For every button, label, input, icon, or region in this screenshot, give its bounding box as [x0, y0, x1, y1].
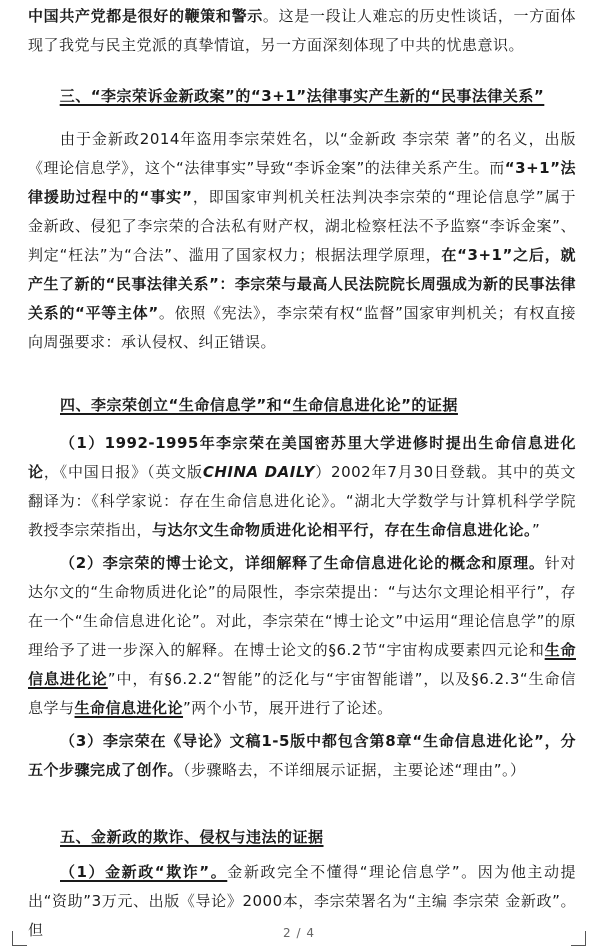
s4-p3-bold: （3）李宗荣在《导论》文稿1-5版中都包含第8章“生命信息进化论”，分五个步骤完成了创作。: [28, 732, 576, 779]
s4-p2-underline-2: 生命信息进化论: [74, 699, 184, 717]
s4-p1-bold-2: 与达尔文生命物质进化论相平行，存在生命信息进化论。: [152, 521, 533, 539]
s3-text-a: 由于金新政2014年盗用李宗荣姓名，以“金新政 李宗荣 著”的名义，出版《理论信息学》，这个“法律事实”导致“李诉金案”的法律关系产生。而: [28, 130, 576, 177]
section-3-paragraph: [28, 125, 576, 357]
china-daily-title: CHINA DAILY: [202, 463, 315, 481]
s4-p2-underline-1: 生命信息进化论: [28, 641, 576, 688]
s5-p1-bold: （1）金新政“欺诈”。: [60, 863, 228, 881]
s4-p2-text-c: ”两个小节，展开进行了论述。: [183, 699, 393, 717]
s3-text-e: 。依照《宪法》，李宗荣有权“监督”国家审判机关；有权直接向周强要求：承认侵权、纠正错误。: [28, 304, 577, 351]
s4-p2-text-a: 针对达尔文的“生命物质进化论”的局限性，李宗荣提出：“与达尔文理论相平行”，存在一个“生命信息进化论”。对此，李宗荣在“博士论文”中运用“理论信息学”的原理给予了进一步深入的解释。在博士论文的§6.2节“宇宙构成要素四元论和: [28, 554, 576, 659]
document-content: [28, 0, 576, 945]
intro-text: 。这是一段让人难忘的历史性谈话，一方面体现了我党与民主党派的真挚情谊，另一方面深刻体现了中共的忧患意识。: [28, 7, 576, 54]
s5-p1-text-a: 金新政完全不懂得“理论信息学”。因为他主动提出“资助”3万元、出版《导论》2000本，李宗荣署名为“主编 李宗荣 金新政”。但: [28, 863, 577, 939]
section-4-paragraph-3: [28, 727, 576, 785]
section-4-paragraph-2: [28, 549, 576, 723]
s4-p1-text-a: ，《中国日报》（英文版: [43, 463, 203, 481]
intro-paragraph: [28, 2, 576, 60]
s4-p3-text-a: （步骤略去，不详细展示证据，主要论述“理由”。）: [183, 761, 526, 779]
section-5-heading: 五、金新政的欺诈、侵权与违法的证据: [60, 828, 324, 846]
s3-bold-d: 在“3+1”之后，就产生了新的“民事法律关系”：李宗荣与最高人民法院院长周强成为新的民事法律关系的“平等主体”: [28, 246, 576, 322]
section-4-paragraph-1: [28, 429, 576, 545]
section-4-heading: 四、李宗荣创立“生命信息学”和“生命信息进化论”的证据: [60, 396, 458, 414]
s4-p1-text-b: ）2002年7月30日登载。其中的英文翻译为：《科学家说：存在生命信息进化论》。“湖北大学数学与计算机科学学院教授李宗荣指出，: [28, 463, 576, 539]
s3-text-c: ，即国家审判机关枉法判决李宗荣的“理论信息学”属于金新政、侵犯了李宗荣的合法私有财产权，湖北检察枉法不予监察“李诉金案”、判定“枉法”为“合法”、滥用了国家权力；根据法理学原理，: [28, 188, 577, 264]
s4-p2-bold: （2）李宗荣的博士论文，详细解释了生命信息进化论的概念和原理。: [60, 554, 545, 572]
intro-bold: 中国共产党都是很好的鞭策和警示: [28, 7, 263, 25]
s3-bold-b: “3+1”法律援助过程中的“事实”: [28, 159, 576, 206]
page-indicator: 2 / 4: [283, 926, 315, 940]
section-3-heading: 三、“李宗荣诉金新政案”的“3+1”法律事实产生新的“民事法律关系”: [59, 87, 545, 105]
s4-p1-text-c: ”: [532, 521, 541, 539]
s4-p1-bold: （1）1992-1995年李宗荣在美国密苏里大学进修时提出生命信息进化论: [28, 434, 576, 481]
s4-p2-text-b: ”中，有§6.2.2“智能”的泛化与“宇宙智能谱”，以及§6.2.3“生命信息学与: [28, 670, 576, 717]
